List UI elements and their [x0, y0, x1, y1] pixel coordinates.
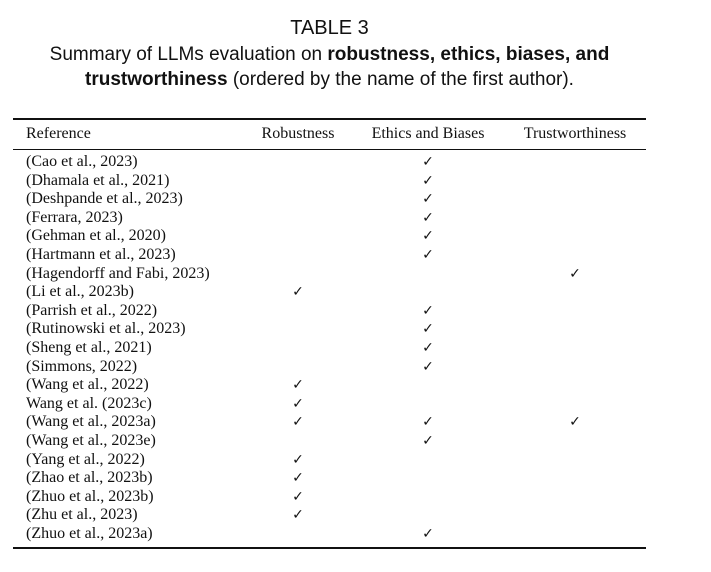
- reference-cell: (Dhamala et al., 2021): [26, 171, 170, 189]
- table-row: [0, 488, 711, 507]
- table-row: [0, 283, 711, 302]
- reference-cell: (Rutinowski et al., 2023): [26, 320, 186, 338]
- header-trustworthiness: Trustworthiness: [523, 125, 627, 142]
- reference-cell: (Zhuo et al., 2023a): [26, 524, 153, 542]
- header-robustness: Robustness: [261, 125, 335, 142]
- reference-cell: (Gehman et al., 2020): [26, 227, 166, 245]
- check-mark-icon: ✓: [422, 246, 434, 263]
- reference-cell: (Ferrara, 2023): [26, 208, 123, 226]
- table-row: [0, 469, 711, 488]
- check-mark-icon: ✓: [569, 265, 581, 282]
- caption-line-2: [0, 67, 659, 92]
- check-mark-icon: ✓: [422, 321, 434, 338]
- caption-line-2-bold: trustworthiness: [85, 69, 228, 90]
- reference-cell: (Wang et al., 2023a): [26, 413, 156, 431]
- table-row: [0, 339, 711, 358]
- check-mark-icon: ✓: [569, 414, 581, 431]
- check-mark-icon: ✓: [422, 339, 434, 356]
- check-mark-icon: ✓: [422, 525, 434, 542]
- table-row: [0, 265, 711, 284]
- check-mark-icon: ✓: [422, 191, 434, 208]
- table-row: [0, 227, 711, 246]
- table-number: TABLE 3: [290, 17, 369, 39]
- table-bottom-rule: [13, 547, 646, 549]
- caption-line-2-suffix: (ordered by the name of the first author).: [227, 69, 574, 90]
- reference-cell: (Simmons, 2022): [26, 357, 138, 375]
- reference-cell: Wang et al. (2023c): [26, 394, 152, 412]
- reference-cell: (Yang et al., 2022): [26, 450, 145, 468]
- table-row: [0, 506, 711, 525]
- reference-cell: (Zhu et al., 2023): [26, 506, 138, 524]
- reference-cell: (Hartmann et al., 2023): [26, 245, 176, 263]
- caption-line-1: [0, 42, 659, 67]
- reference-cell: (Deshpande et al., 2023): [26, 190, 183, 208]
- table-top-rule: [13, 118, 646, 120]
- table-row: [0, 358, 711, 377]
- reference-cell: (Hagendorff and Fabi, 2023): [26, 264, 210, 282]
- check-mark-icon: ✓: [292, 395, 304, 412]
- reference-cell: (Wang et al., 2023e): [26, 431, 156, 449]
- reference-cell: (Zhuo et al., 2023b): [26, 487, 154, 505]
- table-body: [0, 153, 711, 543]
- table-row: [0, 172, 711, 191]
- check-mark-icon: ✓: [292, 377, 304, 394]
- check-mark-icon: ✓: [292, 414, 304, 431]
- check-mark-icon: ✓: [422, 172, 434, 189]
- check-mark-icon: ✓: [292, 507, 304, 524]
- table-row: [0, 209, 711, 228]
- reference-cell: (Cao et al., 2023): [26, 153, 138, 170]
- table-row: [0, 246, 711, 265]
- table-row: [0, 395, 711, 414]
- table-row: [0, 525, 711, 544]
- check-mark-icon: ✓: [422, 302, 434, 319]
- reference-cell: (Parrish et al., 2022): [26, 301, 158, 319]
- check-mark-icon: ✓: [422, 414, 434, 431]
- header-ethics-and-biases: Ethics and Biases: [371, 125, 485, 142]
- table-row: [0, 432, 711, 451]
- table-header-rule: [13, 149, 646, 150]
- check-mark-icon: ✓: [422, 432, 434, 449]
- header-reference: Reference: [26, 125, 91, 142]
- check-mark-icon: ✓: [422, 358, 434, 375]
- reference-cell: (Li et al., 2023b): [26, 283, 134, 301]
- table-row: [0, 190, 711, 209]
- check-mark-icon: ✓: [292, 284, 304, 301]
- table-row: [0, 413, 711, 432]
- reference-cell: (Wang et al., 2022): [26, 376, 149, 394]
- check-mark-icon: ✓: [422, 154, 434, 170]
- caption-line-1-prefix: Summary of LLMs evaluation on: [49, 44, 328, 65]
- check-mark-icon: ✓: [292, 451, 304, 468]
- reference-cell: (Zhao et al., 2023b): [26, 469, 153, 487]
- table-caption: [0, 16, 659, 92]
- check-mark-icon: ✓: [292, 470, 304, 487]
- check-mark-icon: ✓: [422, 228, 434, 245]
- table-row: [0, 451, 711, 470]
- table-row: [0, 153, 711, 172]
- reference-cell: (Sheng et al., 2021): [26, 338, 152, 356]
- table-row: [0, 302, 711, 321]
- table-row: [0, 320, 711, 339]
- caption-line-1-bold: robustness, ethics, biases, and: [327, 44, 610, 65]
- check-mark-icon: ✓: [422, 209, 434, 226]
- table-row: [0, 376, 711, 395]
- check-mark-icon: ✓: [292, 488, 304, 505]
